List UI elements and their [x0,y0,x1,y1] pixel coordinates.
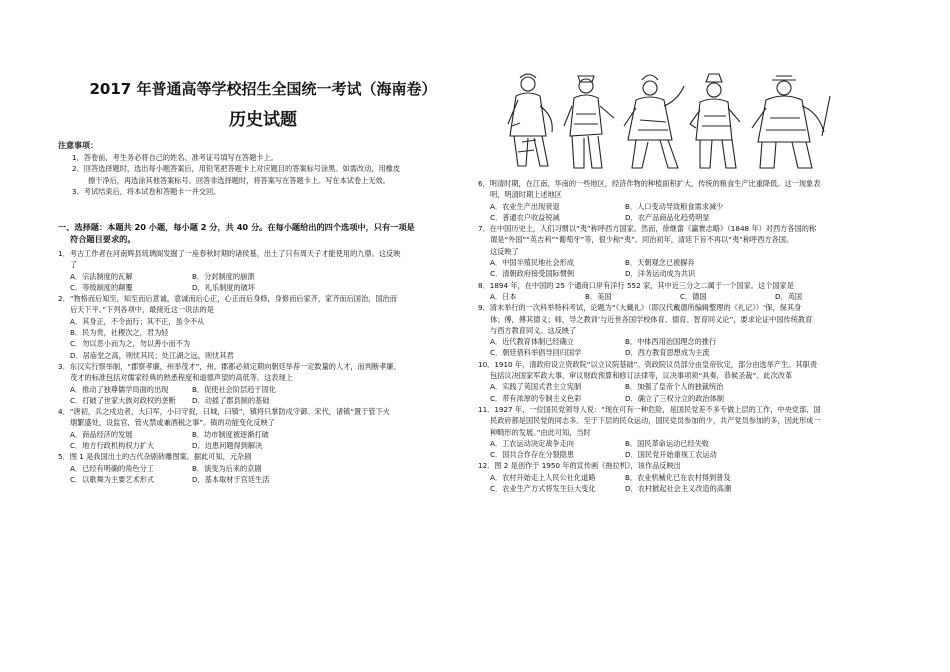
option: C．德国 [680,291,707,301]
questions-right [478,178,898,494]
option-row [58,440,468,451]
option: A．近代教育体制已经确立 [490,337,574,347]
figure-4 [690,74,740,168]
exam-subtitle: 历史试题 [229,110,297,130]
option: C．农业生产方式将发生巨大变化 [490,484,596,494]
option: D．边患问题得到解决 [192,441,263,451]
option: C．以歌舞为主要艺术形式 [70,474,155,484]
question [58,406,468,451]
notes-item-line: 3．考试结束后，将本试卷和答题卡一并交回。 [72,186,221,196]
option: A．中国半殖民地社会形成 [490,258,574,268]
figure-1 [508,74,552,166]
option: B．坊市制度被逐渐打破 [192,429,269,439]
option-row [478,336,898,347]
question-stem-line: 11．1927 年，一位国民党领导人说：“现在可有一种危险，是国民党差不多专做上层的工作，中央党部、国 [478,404,821,414]
section-heading [58,222,468,245]
question [478,404,898,460]
question-stem-line: 1．考古工作者在河南辉县琉璃阁发掘了一座春秋时期的诸侯墓，出土了只有周天子才能使用的九鼎。这反映 [58,249,401,258]
question-stem-line: 2．“物格而后知至，知至而后意诚，意诚而后心正，心正而后身修，身修而后家齐，家齐而后国治，国治而 [58,294,397,304]
question-stem-line: 民政府都是国民党的同志多。至于下层的民众运动，国民党员参加的少，共产党员参加的多，因此形成一 [490,416,821,426]
option-row [478,257,898,268]
option-row [58,474,468,485]
option-row [58,327,468,338]
question-stem-line: 4．“唐初，兵之戍边者，大曰军，小曰守捉，曰城，曰镇”，镇将只掌防戍守御。宋代，诸镇“置于管下火 [58,407,390,417]
question-stem-line: 包括议决国家军政大事、审议财政预算和修订法律等，议决事项须“具奏，恭候圣裁”。此次改革 [490,371,793,381]
option: B．人口变动导致粮食需求减少 [625,201,724,211]
option: B．农业机械化已在农村得到普及 [625,472,731,482]
question-stem-line: 种畸形的发展。”由此可知，当时 [490,427,591,437]
option: C．地方行政机构权力扩大 [70,441,155,451]
zaju-brick-carving-illustration [500,66,860,178]
option: A．工农运动决定战争走向 [490,438,574,448]
option-row [478,472,898,483]
option: A．农业生产出现衰退 [490,201,560,211]
option: A．实践了英国式君主立宪制 [490,382,582,392]
notes-item-line: 1．答卷前，考生务必将自己的姓名、准考证号填写在答题卡上。 [72,153,278,162]
option: D．洋务运动成为共识 [625,269,696,279]
option: D．动摇了郡县制的基础 [192,395,270,405]
notes-heading: 注意事项： [58,141,98,150]
question-stem-line: 5．图 1 是我国出土的古代杂剧砖雕图案。据此可知，元杂剧 [58,452,252,462]
option: A．其身正，不令而行；其不正，虽令不从 [70,316,205,326]
option-row [58,338,468,349]
question-stem-line: 与西方教育同义。这反映了 [490,325,577,335]
option-row [58,384,468,395]
option: D．确立了三权分立的政治体制 [625,393,724,403]
option: A．已经有明确的角色分工 [70,463,154,473]
option: D．西方教育思想成为主流 [625,348,710,358]
notes-item-line: 2．回答选择题时，选出每小题答案后，用铅笔把答题卡上对应题目的答案标号涂黑。如需改动，用橡皮 [72,164,401,174]
option-row [58,429,468,440]
option: D．基本取材于宫廷生活 [192,474,270,484]
question-stem-line: 了 [70,260,78,270]
option: A．日本 [490,291,517,301]
option: D．农产品商品化趋势明显 [625,212,710,222]
option-row [478,483,898,494]
question [478,359,898,404]
option: D．居庙堂之高，则忧其民；处江湖之远，则忧其君 [70,350,234,360]
figure-5 [752,76,830,168]
option: A．商品经济的发展 [70,429,133,439]
question [58,293,468,361]
option-row [478,201,898,212]
option: C．勿以恶小而为之，勿以善小而不为 [70,339,191,349]
question [58,451,468,485]
option: C．普通农户收益锐减 [490,212,560,222]
question [58,248,468,293]
option: B．国民革命运动已经失败 [625,438,709,448]
question-stem-line: 烟繁盛处，设监官，管火禁或兼酒税之事”。镇的功能变化反映了 [70,418,275,428]
option: C．清朝政府接受国际惯例 [490,269,575,279]
question-stem-line: 9．清末举行的一次科举特科考试，论题为“《大戴礼》（即汉代戴德所编辑整理的《礼记》）‘保，保其身 [478,303,802,313]
option-row [58,350,468,361]
question-stem-line: 10．1910 年，清政府设立资政院“以立议院基础”。资政院议员部分由皇帝钦定，部分由选举产生。其职责 [478,359,818,369]
question-stem-line: 7．在中国历史上，人们习惯以“夷”称呼西方国家。然而，徐继畲《瀛寰志略》（1848 年）对西方各国的称 [478,224,817,234]
question-stem-line: 这反映了 [490,246,519,256]
option: B．演变为后来的京剧 [192,463,262,473]
section-heading-line: 一、选择题：本题共 20 小题，每小题 2 分，共 40 分。在每小题给出的四个选项中，只有一项是 [58,222,415,232]
question [478,302,898,358]
section-heading-line: 符合题目要求的。 [70,233,136,244]
option: A．农村开始走上人民公社化道路 [490,472,596,482]
option-row [478,291,898,302]
question-stem-line: 12．图 2 是创作于 1950 年的宣传画《拖拉机》，该作品反映出 [478,461,681,471]
question-stem-line: 谓是“外国”“英吉利”“葡萄牙”等，很少称“夷”。同治初年，清廷下旨不再以“夷”称呼西方各国。 [490,235,794,245]
option: B．天朝观念已被摒弃 [625,258,695,268]
option-row [478,347,898,358]
question-stem-line: 明，明清时期上述地区 [490,190,562,200]
option-row [478,393,898,404]
option-row [58,463,468,474]
option: B．分封制度的崩溃 [192,271,255,281]
option-row [478,449,898,460]
questions-left [58,248,468,485]
option: A．推动了独尊儒学局面的出现 [70,384,169,394]
option: C．国共合作存在分裂隐患 [490,450,575,460]
exam-title: 2017 年普通高等学校招生全国统一考试（海南卷） [89,80,437,98]
option: B．加强了皇帝个人的独裁统治 [625,382,724,392]
figure-2 [564,76,614,168]
question [478,460,898,494]
option: A．宗法制度的瓦解 [70,271,133,281]
option-row [58,271,468,282]
option: B．促使社会阶层趋于固化 [192,384,276,394]
notes-item-line: 擦干净后，再选涂其他答案标号。回答非选择题时，将答案写在答题卡上。写在本试卷上无效。 [88,175,390,185]
option-row [478,381,898,392]
question [58,361,468,406]
option: C．打破了世家大族对政权的垄断 [70,395,176,405]
option: B．美国 [585,291,612,301]
option: C．带有浓厚的专制主义色彩 [490,393,582,403]
option-row [478,438,898,449]
option-row [58,316,468,327]
figure-3 [624,75,684,168]
option-row [478,212,898,223]
question-stem-line: 6．明清时期，在江南、华南的一些地区，经济作物的种植面积扩大，传统的粮食生产比重降低。这一现象表 [478,179,821,188]
option: C．朝廷借科举倡导回归国学 [490,348,582,358]
question-stem-line: 3．东汉实行察举制，“郡察孝廉，州举茂才”，州、郡都必须定期向朝廷举荐一定数量的人才，而判断孝廉、 [58,361,401,371]
option-row [58,282,468,293]
option: C．等级制度的颠覆 [70,282,133,292]
option: B．中体西用治国理念的推行 [625,337,717,347]
option: D．国民党开始重视工农运动 [625,450,717,460]
question-stem-line: 茂才的标准包括对儒家经典的熟悉程度和道德声望的高低等。这表现上 [70,373,293,383]
option: D．农村掀起社会主义改造的高潮 [625,484,732,494]
option: D．英国 [775,291,803,301]
notes-list [58,152,468,197]
question [478,223,898,279]
question-stem-line: 8．1894 年，在中国的 25 个通商口岸有洋行 552 家，其中近三分之二属于一个国家。这个国家是 [478,280,794,290]
question [478,178,898,223]
option-row [58,395,468,406]
option-row [478,268,898,279]
option: D．礼乐制度的破坏 [192,282,256,292]
question-stem-line: 后天下平。”下列各项中，最接近这一说法的是 [70,305,214,315]
option: B．民为贵，社稷次之，君为轻 [70,328,169,338]
question-stem-line: 体；傅，傅其德义；师，导之教训’与近世各国学校体育、德育、智育同义论”，要求论证中国传统教育 [490,314,813,324]
question [478,280,898,303]
